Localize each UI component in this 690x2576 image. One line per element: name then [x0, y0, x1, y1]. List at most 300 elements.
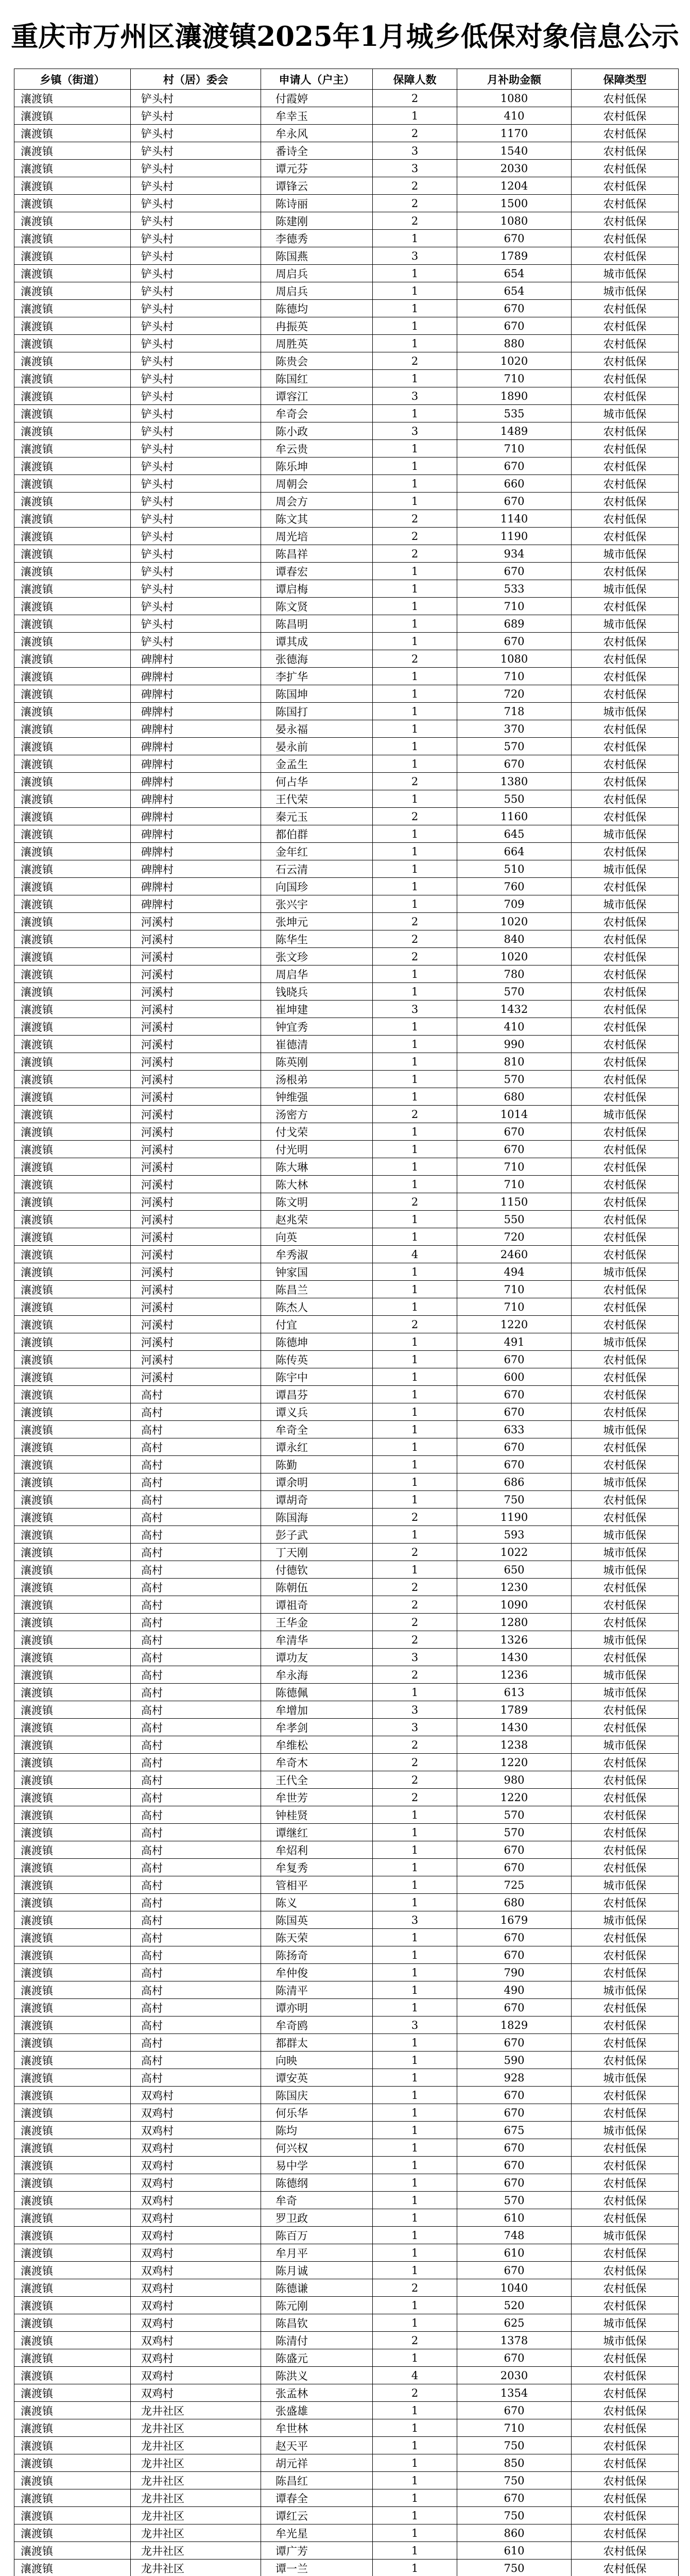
cell-type: 农村低保: [572, 1298, 679, 1316]
cell-amount: 664: [457, 843, 572, 860]
cell-applicant: 金孟生: [261, 755, 373, 773]
cell-applicant: 牟奇: [261, 2192, 373, 2209]
cell-village: 龙井社区: [131, 2472, 261, 2489]
cell-amount: 1220: [457, 1754, 572, 1771]
cell-applicant: 何兴权: [261, 2139, 373, 2157]
cell-persons: 1: [373, 1036, 457, 1053]
cell-type: 农村低保: [572, 598, 679, 615]
cell-village: 高村: [131, 1736, 261, 1754]
cell-persons: 4: [373, 2367, 457, 2384]
cell-persons: 1: [373, 843, 457, 860]
cell-persons: 1: [373, 2227, 457, 2244]
table-row: [14, 335, 679, 352]
cell-town: 瀼渡镇: [14, 2139, 131, 2157]
cell-applicant: 陈清平: [261, 1981, 373, 1999]
cell-persons: 1: [373, 1158, 457, 1176]
cell-applicant: 谭安英: [261, 2069, 373, 2087]
beneficiary-table: [14, 69, 679, 2576]
table-row: [14, 2209, 679, 2227]
table-row: [14, 2069, 679, 2087]
cell-town: 瀼渡镇: [14, 895, 131, 913]
cell-persons: 1: [373, 633, 457, 650]
cell-persons: 1: [373, 1351, 457, 1368]
table-row: [14, 1141, 679, 1158]
cell-amount: 670: [457, 633, 572, 650]
table-row: [14, 1701, 679, 1719]
cell-amount: 670: [457, 230, 572, 247]
cell-applicant: 钟桂贤: [261, 1806, 373, 1824]
cell-town: 瀼渡镇: [14, 633, 131, 650]
cell-village: 高村: [131, 2052, 261, 2069]
cell-type: 农村低保: [572, 1438, 679, 1456]
cell-applicant: 晏永前: [261, 738, 373, 755]
table-row: [14, 2472, 679, 2489]
cell-village: 铲头村: [131, 212, 261, 230]
table-row: [14, 457, 679, 475]
cell-village: 河溪村: [131, 983, 261, 1001]
cell-persons: 1: [373, 2489, 457, 2507]
cell-type: 农村低保: [572, 317, 679, 335]
cell-applicant: 钟宜秀: [261, 1018, 373, 1036]
cell-type: 农村低保: [572, 2157, 679, 2174]
cell-amount: 1020: [457, 948, 572, 965]
table-row: [14, 90, 679, 107]
table-body: [14, 90, 679, 2576]
cell-amount: 750: [457, 2507, 572, 2524]
cell-town: 瀼渡镇: [14, 1981, 131, 1999]
cell-village: 河溪村: [131, 1316, 261, 1333]
cell-town: 瀼渡镇: [14, 475, 131, 493]
cell-type: 农村低保: [572, 1281, 679, 1298]
cell-village: 碑牌村: [131, 878, 261, 895]
cell-type: 农村低保: [572, 370, 679, 387]
cell-persons: 3: [373, 387, 457, 405]
table-row: [14, 1579, 679, 1596]
cell-village: 铲头村: [131, 177, 261, 195]
cell-type: 农村低保: [572, 668, 679, 685]
cell-type: 农村低保: [572, 352, 679, 370]
cell-village: 铲头村: [131, 493, 261, 510]
cell-type: 农村低保: [572, 878, 679, 895]
cell-amount: 1540: [457, 142, 572, 160]
cell-town: 瀼渡镇: [14, 1298, 131, 1316]
cell-village: 高村: [131, 2016, 261, 2034]
cell-persons: 2: [373, 212, 457, 230]
table-row: [14, 1509, 679, 1526]
cell-village: 河溪村: [131, 1123, 261, 1141]
cell-amount: 710: [457, 668, 572, 685]
cell-applicant: 陈昌祥: [261, 545, 373, 563]
table-row: [14, 370, 679, 387]
cell-applicant: 牟世林: [261, 2419, 373, 2437]
cell-amount: 670: [457, 2139, 572, 2157]
cell-town: 瀼渡镇: [14, 2402, 131, 2419]
cell-amount: 670: [457, 2104, 572, 2122]
cell-amount: 710: [457, 1176, 572, 1193]
cell-applicant: 陈义: [261, 1894, 373, 1911]
cell-type: 农村低保: [572, 1368, 679, 1386]
cell-town: 瀼渡镇: [14, 545, 131, 563]
cell-type: 农村低保: [572, 2052, 679, 2069]
cell-amount: 670: [457, 1946, 572, 1964]
cell-town: 瀼渡镇: [14, 300, 131, 317]
cell-village: 铲头村: [131, 422, 261, 440]
cell-amount: 1789: [457, 1701, 572, 1719]
cell-town: 瀼渡镇: [14, 1841, 131, 1859]
cell-persons: 2: [373, 528, 457, 545]
table-row: [14, 1981, 679, 1999]
cell-town: 瀼渡镇: [14, 422, 131, 440]
cell-village: 铲头村: [131, 598, 261, 615]
cell-town: 瀼渡镇: [14, 1211, 131, 1228]
table-row: [14, 1929, 679, 1946]
cell-type: 农村低保: [572, 457, 679, 475]
cell-persons: 1: [373, 1403, 457, 1421]
cell-amount: 1326: [457, 1631, 572, 1649]
cell-town: 瀼渡镇: [14, 1246, 131, 1263]
cell-amount: 1500: [457, 195, 572, 212]
cell-persons: 3: [373, 422, 457, 440]
cell-persons: 2: [373, 650, 457, 668]
table-row: [14, 1806, 679, 1824]
cell-village: 高村: [131, 1999, 261, 2016]
cell-village: 龙井社区: [131, 2437, 261, 2454]
cell-village: 河溪村: [131, 1106, 261, 1123]
cell-village: 碑牌村: [131, 860, 261, 878]
cell-persons: 1: [373, 2052, 457, 2069]
table-row: [14, 948, 679, 965]
cell-applicant: 牟清华: [261, 1631, 373, 1649]
table-row: [14, 2157, 679, 2174]
cell-town: 瀼渡镇: [14, 510, 131, 528]
cell-village: 双鸡村: [131, 2244, 261, 2262]
cell-village: 河溪村: [131, 913, 261, 930]
cell-village: 碑牌村: [131, 843, 261, 860]
table-row: [14, 1088, 679, 1106]
cell-village: 高村: [131, 1806, 261, 1824]
cell-type: 城市低保: [572, 1666, 679, 1684]
cell-applicant: 番诗全: [261, 142, 373, 160]
cell-village: 高村: [131, 1491, 261, 1509]
cell-persons: 1: [373, 738, 457, 755]
cell-persons: 1: [373, 2069, 457, 2087]
table-row: [14, 2297, 679, 2314]
cell-town: 瀼渡镇: [14, 1579, 131, 1596]
cell-amount: 633: [457, 1421, 572, 1438]
cell-persons: 1: [373, 265, 457, 282]
cell-applicant: 陈昌明: [261, 615, 373, 633]
table-row: [14, 615, 679, 633]
table-row: [14, 1158, 679, 1176]
cell-town: 瀼渡镇: [14, 913, 131, 930]
cell-persons: 2: [373, 510, 457, 528]
table-row: [14, 755, 679, 773]
cell-applicant: 陈昌红: [261, 2472, 373, 2489]
cell-type: 城市低保: [572, 1631, 679, 1649]
cell-village: 龙井社区: [131, 2507, 261, 2524]
cell-type: 农村低保: [572, 1824, 679, 1841]
cell-amount: 1430: [457, 1719, 572, 1736]
cell-amount: 670: [457, 1456, 572, 1473]
cell-type: 农村低保: [572, 1614, 679, 1631]
cell-persons: 2: [373, 352, 457, 370]
cell-applicant: 向映: [261, 2052, 373, 2069]
cell-amount: 670: [457, 2157, 572, 2174]
table-row: [14, 265, 679, 282]
cell-village: 铲头村: [131, 160, 261, 177]
table-row: [14, 2419, 679, 2437]
cell-town: 瀼渡镇: [14, 2157, 131, 2174]
cell-applicant: 张坤元: [261, 913, 373, 930]
cell-persons: 1: [373, 1088, 457, 1106]
cell-amount: 593: [457, 1526, 572, 1544]
cell-type: 农村低保: [572, 1403, 679, 1421]
table-row: [14, 1228, 679, 1246]
cell-type: 城市低保: [572, 1263, 679, 1281]
table-row: [14, 1053, 679, 1071]
table-row: [14, 475, 679, 493]
cell-town: 瀼渡镇: [14, 405, 131, 422]
cell-persons: 1: [373, 2174, 457, 2192]
cell-town: 瀼渡镇: [14, 107, 131, 125]
cell-persons: 3: [373, 1701, 457, 1719]
cell-amount: 670: [457, 1438, 572, 1456]
table-row: [14, 107, 679, 125]
cell-applicant: 牟云贵: [261, 440, 373, 457]
cell-town: 瀼渡镇: [14, 1228, 131, 1246]
cell-type: 农村低保: [572, 1841, 679, 1859]
cell-village: 碑牌村: [131, 703, 261, 720]
cell-persons: 1: [373, 1946, 457, 1964]
cell-applicant: 李扩华: [261, 668, 373, 685]
cell-town: 瀼渡镇: [14, 2560, 131, 2576]
cell-applicant: 陈洪义: [261, 2367, 373, 2384]
cell-amount: 680: [457, 1088, 572, 1106]
cell-applicant: 陈德佩: [261, 1684, 373, 1701]
cell-amount: 610: [457, 2244, 572, 2262]
cell-applicant: 陈诗丽: [261, 195, 373, 212]
cell-amount: 670: [457, 2262, 572, 2279]
cell-persons: 1: [373, 1141, 457, 1158]
cell-applicant: 汤根弟: [261, 1071, 373, 1088]
cell-town: 瀼渡镇: [14, 2174, 131, 2192]
cell-village: 高村: [131, 1701, 261, 1719]
cell-village: 龙井社区: [131, 2560, 261, 2576]
cell-town: 瀼渡镇: [14, 1719, 131, 1736]
cell-amount: 1080: [457, 212, 572, 230]
cell-town: 瀼渡镇: [14, 2034, 131, 2052]
cell-type: 城市低保: [572, 860, 679, 878]
cell-type: 农村低保: [572, 177, 679, 195]
cell-town: 瀼渡镇: [14, 1859, 131, 1876]
cell-persons: 1: [373, 1491, 457, 1509]
cell-applicant: 彭子武: [261, 1526, 373, 1544]
table-row: [14, 1859, 679, 1876]
cell-persons: 1: [373, 2209, 457, 2227]
cell-amount: 750: [457, 2560, 572, 2576]
cell-type: 农村低保: [572, 790, 679, 808]
cell-type: 农村低保: [572, 563, 679, 580]
cell-applicant: 陈传英: [261, 1351, 373, 1368]
cell-type: 农村低保: [572, 1509, 679, 1526]
cell-amount: 520: [457, 2297, 572, 2314]
cell-amount: 410: [457, 1018, 572, 1036]
cell-village: 铲头村: [131, 370, 261, 387]
cell-town: 瀼渡镇: [14, 948, 131, 965]
cell-type: 农村低保: [572, 1456, 679, 1473]
cell-town: 瀼渡镇: [14, 2437, 131, 2454]
table-row: [14, 2524, 679, 2542]
cell-village: 铲头村: [131, 142, 261, 160]
cell-amount: 570: [457, 1071, 572, 1088]
cell-town: 瀼渡镇: [14, 2069, 131, 2087]
cell-village: 高村: [131, 1859, 261, 1876]
table-row: [14, 1036, 679, 1053]
cell-type: 农村低保: [572, 913, 679, 930]
cell-village: 铲头村: [131, 282, 261, 300]
cell-type: 农村低保: [572, 983, 679, 1001]
cell-town: 瀼渡镇: [14, 2262, 131, 2279]
cell-town: 瀼渡镇: [14, 2122, 131, 2139]
cell-amount: 750: [457, 1491, 572, 1509]
cell-applicant: 牟炤利: [261, 1841, 373, 1859]
cell-amount: 670: [457, 300, 572, 317]
table-row: [14, 1473, 679, 1491]
cell-town: 瀼渡镇: [14, 720, 131, 738]
cell-village: 龙井社区: [131, 2542, 261, 2560]
cell-town: 瀼渡镇: [14, 1018, 131, 1036]
cell-town: 瀼渡镇: [14, 1789, 131, 1806]
cell-town: 瀼渡镇: [14, 808, 131, 825]
cell-type: 城市低保: [572, 1736, 679, 1754]
cell-applicant: 张盛雄: [261, 2402, 373, 2419]
cell-persons: 1: [373, 2244, 457, 2262]
table-row: [14, 2454, 679, 2472]
cell-village: 铲头村: [131, 580, 261, 598]
cell-town: 瀼渡镇: [14, 2349, 131, 2367]
cell-village: 高村: [131, 1789, 261, 1806]
cell-persons: 1: [373, 2437, 457, 2454]
table-row: [14, 860, 679, 878]
cell-applicant: 崔德清: [261, 1036, 373, 1053]
cell-type: 城市低保: [572, 1684, 679, 1701]
cell-type: 农村低保: [572, 1929, 679, 1946]
cell-village: 高村: [131, 1456, 261, 1473]
cell-type: 农村低保: [572, 2209, 679, 2227]
cell-village: 碑牌村: [131, 685, 261, 703]
cell-village: 河溪村: [131, 1333, 261, 1351]
cell-applicant: 牟奇全: [261, 1421, 373, 1438]
cell-amount: 654: [457, 265, 572, 282]
cell-applicant: 晏永福: [261, 720, 373, 738]
cell-persons: 1: [373, 335, 457, 352]
cell-town: 瀼渡镇: [14, 2279, 131, 2297]
cell-type: 农村低保: [572, 1176, 679, 1193]
cell-town: 瀼渡镇: [14, 2087, 131, 2104]
cell-persons: 2: [373, 125, 457, 142]
cell-amount: 1020: [457, 913, 572, 930]
cell-applicant: 周光培: [261, 528, 373, 545]
table-row: [14, 2384, 679, 2402]
cell-town: 瀼渡镇: [14, 1351, 131, 1368]
table-row: [14, 1298, 679, 1316]
cell-type: 农村低保: [572, 387, 679, 405]
table-row: [14, 720, 679, 738]
cell-town: 瀼渡镇: [14, 1456, 131, 1473]
cell-type: 农村低保: [572, 2279, 679, 2297]
table-row: [14, 2139, 679, 2157]
cell-type: 农村低保: [572, 300, 679, 317]
table-row: [14, 1946, 679, 1964]
cell-amount: 670: [457, 1141, 572, 1158]
cell-persons: 1: [373, 580, 457, 598]
cell-village: 高村: [131, 2069, 261, 2087]
cell-applicant: 付戈荣: [261, 1123, 373, 1141]
cell-village: 双鸡村: [131, 2349, 261, 2367]
cell-town: 瀼渡镇: [14, 387, 131, 405]
cell-type: 农村低保: [572, 1071, 679, 1088]
cell-village: 龙井社区: [131, 2524, 261, 2542]
table-row: [14, 2244, 679, 2262]
cell-village: 铲头村: [131, 125, 261, 142]
cell-town: 瀼渡镇: [14, 2052, 131, 2069]
cell-applicant: 牟维松: [261, 1736, 373, 1754]
cell-applicant: 陈国打: [261, 703, 373, 720]
cell-type: 城市低保: [572, 282, 679, 300]
cell-amount: 625: [457, 2314, 572, 2332]
cell-applicant: 牟奇鸥: [261, 2016, 373, 2034]
cell-applicant: 陈国海: [261, 1509, 373, 1526]
table-row: [14, 160, 679, 177]
cell-village: 铲头村: [131, 440, 261, 457]
cell-amount: 1140: [457, 510, 572, 528]
cell-persons: 2: [373, 177, 457, 195]
cell-applicant: 周启兵: [261, 265, 373, 282]
header-amount: 月补助金额: [457, 69, 572, 90]
table-row: [14, 545, 679, 563]
cell-applicant: 陈月诚: [261, 2262, 373, 2279]
cell-amount: 670: [457, 1403, 572, 1421]
cell-type: 农村低保: [572, 1894, 679, 1911]
cell-type: 农村低保: [572, 2349, 679, 2367]
cell-town: 瀼渡镇: [14, 1771, 131, 1789]
cell-applicant: 何占华: [261, 773, 373, 790]
table-row: [14, 1736, 679, 1754]
table-row: [14, 1561, 679, 1579]
cell-amount: 1170: [457, 125, 572, 142]
cell-town: 瀼渡镇: [14, 1001, 131, 1018]
cell-type: 城市低保: [572, 1421, 679, 1438]
table-row: [14, 1684, 679, 1701]
cell-town: 瀼渡镇: [14, 2454, 131, 2472]
cell-persons: 1: [373, 860, 457, 878]
cell-amount: 710: [457, 598, 572, 615]
cell-persons: 1: [373, 1368, 457, 1386]
cell-town: 瀼渡镇: [14, 1701, 131, 1719]
cell-village: 铲头村: [131, 265, 261, 282]
cell-persons: 1: [373, 2314, 457, 2332]
cell-type: 农村低保: [572, 2367, 679, 2384]
cell-amount: 670: [457, 1386, 572, 1403]
cell-type: 农村低保: [572, 90, 679, 107]
table-row: [14, 1666, 679, 1684]
cell-persons: 2: [373, 1614, 457, 1631]
cell-amount: 710: [457, 1281, 572, 1298]
cell-village: 高村: [131, 1526, 261, 1544]
table-row: [14, 1438, 679, 1456]
cell-type: 城市低保: [572, 1981, 679, 1999]
table-row: [14, 2262, 679, 2279]
